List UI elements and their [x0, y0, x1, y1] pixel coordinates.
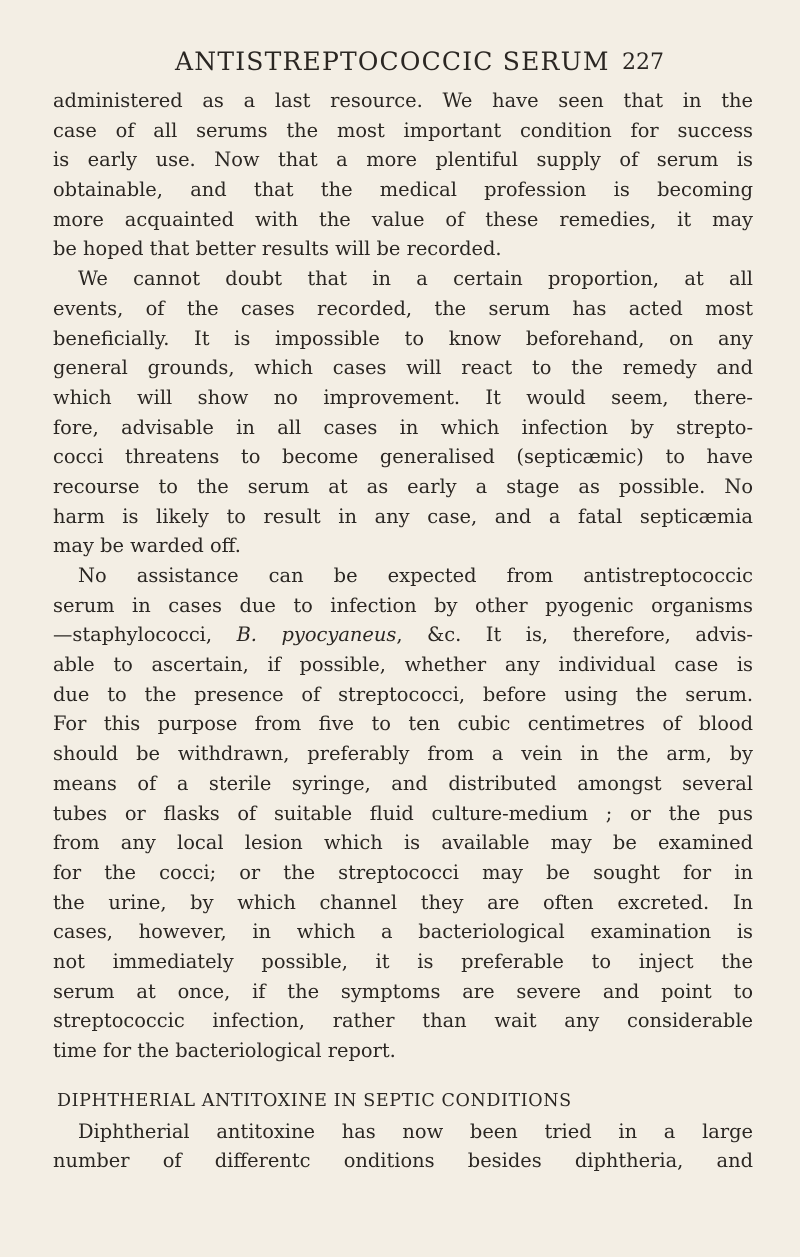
body-text [53, 86, 753, 1176]
page-number: 227 [622, 50, 664, 75]
text-line: time for the bacteriological report. [53, 1039, 396, 1062]
text-line: which will show no improvement. It would seem, there- [53, 385, 753, 409]
section-gap [53, 1066, 753, 1087]
text-line: For this purpose from five to ten cubic centimetres of blood [53, 712, 753, 736]
text-line: administered as a last resource. We have seen that in the [53, 89, 753, 112]
text-line: general grounds, which cases will react to the remedy and [53, 356, 753, 380]
text-line: the urine, by which channel they are often excreted. In [53, 890, 753, 914]
text-line: be hoped that better results will be recorded. [53, 237, 502, 261]
text-line: We cannot doubt that in a certain proportion, at all [78, 267, 753, 291]
text-line [53, 620, 753, 650]
text-line: from any local lesion which is available may be examined [53, 831, 753, 855]
text-line: fore, advisable in all cases in which infection by strepto- [53, 415, 753, 439]
text-run: , &c. It is, therefore, advis- [396, 623, 753, 647]
text-line: Diphtherial antitoxine has now been tried in a large [78, 1119, 753, 1143]
text-line: able to ascertain, if possible, whether any individual case is [53, 653, 753, 677]
text-line: cases, however, in which a bacteriological examination is [53, 920, 753, 944]
running-title: ANTISTREPTOCOCCIC SERUM [175, 47, 610, 76]
text-line: recourse to the serum at as early a stage as possible. No [53, 474, 753, 498]
text-line: for the cocci; or the streptococci may be sought for in [53, 860, 753, 884]
text-line: case of all serums the most important condition for success [53, 118, 753, 142]
section-heading: DIPHTHERIAL ANTITOXINE IN SEPTIC CONDITIONS [57, 1090, 572, 1111]
text-line: serum in cases due to infection by other pyogenic organisms [53, 593, 753, 617]
text-line: tubes or flasks of suitable fluid culture-medium ; or the pus [53, 801, 753, 825]
text-run: —staphylococci, [53, 623, 237, 647]
text-line: streptococcic infection, rather than wait any considerable [53, 1009, 753, 1033]
text-line: not immediately possible, it is preferable to inject the [53, 949, 753, 973]
paragraph-4 [53, 1117, 753, 1176]
text-line: beneficially. It is impossible to know beforehand, on any [53, 326, 753, 350]
text-line: due to the presence of streptococci, before using the serum. [53, 682, 753, 706]
text-line: No assistance can be expected from antistreptococcic [78, 564, 753, 587]
paragraph-3 [53, 561, 753, 1066]
text-line: obtainable, and that the medical profession is becoming [53, 178, 753, 202]
text-line: is early use. Now that a more plentiful supply of serum is [53, 148, 753, 172]
text-line: serum at once, if the symptoms are severe and point to [53, 979, 753, 1003]
text-line: events, of the cases recorded, the serum has acted most [53, 296, 753, 320]
paragraph-1 [53, 86, 753, 264]
paragraph-2 [53, 264, 753, 561]
text-line: harm is likely to result in any case, and a fatal septicæmia [53, 504, 753, 528]
text-line: should be withdrawn, preferably from a vein in the arm, by [53, 742, 753, 766]
text-line: more acquainted with the value of these remedies, it may [53, 207, 753, 231]
text-line: means of a sterile syringe, and distributed amongst several [53, 771, 753, 795]
text-line: cocci threatens to become generalised (septicæmic) to have [53, 445, 753, 469]
text-line: may be warded off. [53, 534, 241, 558]
species-name: B. pyocyaneus [236, 623, 397, 647]
text-line: number of differentc onditions besides diphtheria, and [53, 1149, 753, 1173]
